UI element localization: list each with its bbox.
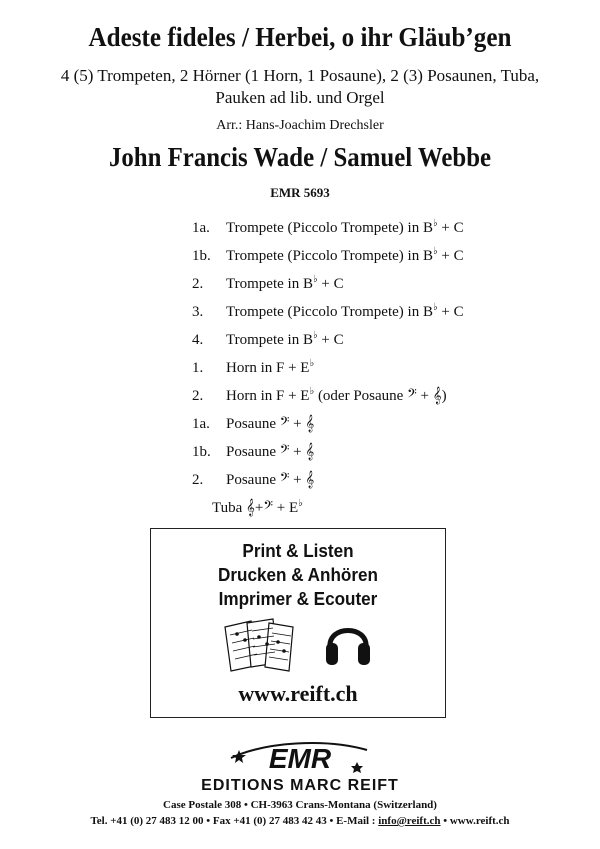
part-item: 4. Trompete in B♭ + C <box>192 330 344 348</box>
instrumentation-line-1: 4 (5) Trompeten, 2 Hörner (1 Horn, 1 Posaune), 2 (3) Posaunen, Tuba, <box>60 66 540 85</box>
publisher-address: Case Postale 308 • CH-3963 Crans-Montana (Switzerland) <box>163 799 437 811</box>
part-item: 1b. Posaune 𝄢 + 𝄞 <box>192 442 315 460</box>
treble-clef-icon: 𝄞 <box>305 442 315 460</box>
part-item: 3. Trompete (Piccolo Trompete) in B♭ + C <box>192 302 464 320</box>
part-item: 2. Posaune 𝄢 + 𝄞 <box>192 470 315 488</box>
part-item: 2. Horn in F + E♭ (oder Posaune 𝄢 + 𝄞) <box>192 386 447 404</box>
part-item: 2. Trompete in B♭ + C <box>192 274 344 292</box>
part-item: 1b. Trompete (Piccolo Trompete) in B♭ + C <box>192 246 464 264</box>
treble-clef-icon: 𝄞 <box>432 386 442 404</box>
catalog-number: EMR 5693 <box>270 185 330 200</box>
emr-logo <box>225 736 375 776</box>
part-item: Tuba 𝄞+𝄢 + E♭ <box>212 498 303 516</box>
sheet-music-icon <box>221 617 299 673</box>
website-url[interactable]: www.reift.ch <box>238 681 358 706</box>
headphones-icon <box>323 613 373 671</box>
bass-clef-icon: 𝄢 <box>279 470 290 488</box>
treble-clef-icon: 𝄞 <box>305 414 315 432</box>
print-listen-box <box>150 528 446 718</box>
instrumentation-line-2: Pauken ad lib. und Orgel <box>215 88 385 107</box>
treble-clef-icon: 𝄞 <box>305 470 315 488</box>
part-item: 1a. Posaune 𝄢 + 𝄞 <box>192 414 315 432</box>
promo-line-2: Drucken & Anhören <box>218 565 378 585</box>
page-title: Adeste fideles / Herbei, o ihr Gläub’gen <box>88 22 512 52</box>
bass-clef-icon: 𝄢 <box>279 442 290 460</box>
promo-line-1: Print & Listen <box>242 541 354 561</box>
composers: John Francis Wade / Samuel Webbe <box>108 142 492 172</box>
email-link[interactable]: info@reift.ch <box>378 815 441 827</box>
bass-clef-icon: 𝄢 <box>279 414 290 432</box>
svg-text:EMR: EMR <box>268 743 332 774</box>
bass-clef-icon: 𝄢 <box>263 498 274 516</box>
bass-clef-icon: 𝄢 <box>407 386 417 404</box>
part-item: 1a. Trompete (Piccolo Trompete) in B♭ + C <box>192 218 464 236</box>
promo-line-3: Imprimer & Ecouter <box>218 589 378 609</box>
publisher-contact: Tel. +41 (0) 27 483 12 00 • Fax +41 (0) 27 483 42 43 • E-Mail : info@reift.ch • www.reift.ch <box>90 815 510 827</box>
part-item: 1. Horn in F + E♭ <box>192 358 315 376</box>
arranger: Arr.: Hans-Joachim Drechsler <box>216 118 384 133</box>
treble-clef-icon: 𝄞 <box>246 498 255 516</box>
publisher-name: EDITIONS MARC REIFT <box>201 777 399 794</box>
